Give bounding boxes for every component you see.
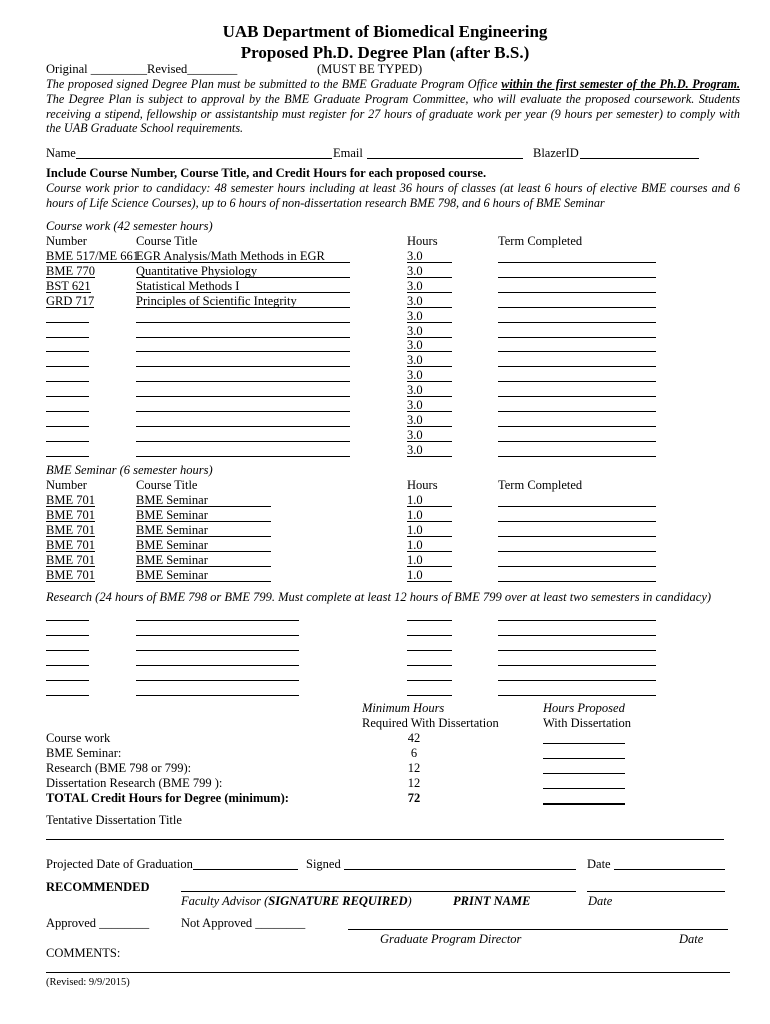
course-number-field[interactable] [46,309,89,323]
table-row [46,622,746,637]
course-hours-field[interactable]: 1.0 [407,553,452,567]
coursework-header-row [46,234,746,249]
course-title-field[interactable]: BME Seminar [136,553,271,567]
table-row [46,538,746,553]
recommended-label: RECOMMENDED [46,880,150,894]
research-number-field[interactable] [46,637,89,651]
must-be-typed-note: (MUST BE TYPED) [317,62,423,76]
summary-row [46,761,646,776]
course-number-field[interactable]: BME 770 [46,263,95,278]
email-label: Email [333,146,363,160]
comments-field[interactable] [46,972,730,973]
table-row [46,309,746,324]
term-completed-field[interactable] [498,568,656,582]
original-revised-field[interactable]: Original _________Revised________ [46,62,238,76]
table-row [46,568,746,583]
research-number-field[interactable] [46,607,89,621]
research-title-field[interactable] [136,652,299,666]
table-row [46,368,746,383]
table-row [46,264,746,279]
candidacy-requirements: Course work prior to candidacy: 48 semester hours including at least 36 hours of classes (at least 6 hours of elective BME courses and 6 hours of Life Science Courses), up to 6 hours of non-dissertation research BME 798, and 6 hours of BME Seminar [46,181,740,210]
date-field[interactable] [614,869,725,870]
course-hours-field[interactable]: 3.0 [407,368,452,382]
research-hours-field[interactable] [407,667,452,681]
col-term-completed: Term Completed [498,478,583,492]
course-number-field[interactable] [46,338,89,352]
col-number: Number [46,234,87,248]
term-completed-field[interactable] [498,368,656,382]
col-course-title: Course Title [136,234,198,248]
course-hours-field[interactable]: 3.0 [407,353,452,367]
gpd-signature-field[interactable] [348,929,728,930]
course-hours-field[interactable]: 3.0 [407,338,452,352]
document-title: UAB Department of Biomedical Engineering [222,22,548,41]
research-hours-field[interactable] [407,607,452,621]
term-completed-field[interactable] [498,249,656,263]
course-number-field[interactable]: BME 701 [46,567,95,582]
course-hours-field[interactable]: 3.0 [407,324,452,338]
course-hours-field[interactable]: 1.0 [407,508,452,522]
course-number-field[interactable]: BST 621 [46,278,91,293]
projected-date-label: Projected Date of Graduation [46,857,193,871]
term-completed-field[interactable] [498,538,656,552]
term-completed-field[interactable] [498,398,656,412]
summary-proposed-hours-field[interactable] [543,748,625,759]
not-approved-checkbox[interactable]: Not Approved ________ [181,916,306,930]
course-title-field[interactable]: BME Seminar [136,568,271,582]
course-number-field[interactable] [46,368,89,382]
summary-min-hours: 72 [407,791,421,805]
course-hours-field[interactable]: 1.0 [407,538,452,552]
table-row [46,682,746,697]
research-title-field[interactable] [136,667,299,681]
signed-label: Signed [306,857,341,871]
seminar-heading: BME Seminar (6 semester hours) [46,463,213,477]
summary-proposed-hours-field[interactable] [543,793,625,805]
table-row [46,607,746,622]
term-completed-field[interactable] [498,353,656,367]
term-completed-field[interactable] [498,279,656,293]
course-hours-field[interactable]: 3.0 [407,294,452,308]
research-hours-field[interactable] [407,652,452,666]
research-term-field[interactable] [498,622,656,636]
course-title-field[interactable] [136,338,350,352]
course-number-field[interactable]: BME 517/ME 661 [46,249,140,263]
table-row [46,383,746,398]
approved-checkbox[interactable]: Approved ________ [46,916,150,930]
advisor-date-field[interactable] [587,891,725,892]
table-row [46,553,746,568]
table-row [46,652,746,667]
course-title-field[interactable]: BME Seminar [136,493,271,507]
summary-label: BME Seminar: [46,746,122,760]
research-number-field[interactable] [46,682,89,696]
course-number-field[interactable]: BME 701 [46,493,95,507]
summary-row [46,731,646,746]
course-hours-field[interactable]: 3.0 [407,309,452,323]
course-title-field[interactable]: Statistical Methods I [136,279,350,293]
min-hours-header: Minimum Hours [362,701,445,715]
min-hours-subheader: Required With Dissertation [362,716,499,730]
term-completed-field[interactable] [498,443,656,457]
intro-paragraph: The proposed signed Degree Plan must be submitted to the BME Graduate Program Office within the first semester of the Ph.D. Program. The Degree Plan is subject to approval by the BME Graduate Program Committee, who will evaluate the proposed coursework. Students receiving a stipend, fellowship or assistantship must register for 27 hours of graduate work per year (9 hours per semester) to comply with the UAB Graduate School requirements. [46,77,740,136]
course-number-field[interactable]: BME 701 [46,507,95,522]
course-hours-field[interactable]: 3.0 [407,279,452,293]
course-title-field[interactable] [136,413,350,427]
term-completed-field[interactable] [498,553,656,567]
email-field[interactable] [367,158,523,159]
faculty-advisor-caption: Faculty Advisor (SIGNATURE REQUIRED) [181,894,412,908]
summary-row [46,746,646,761]
course-number-field[interactable]: GRD 717 [46,293,95,308]
research-hours-field[interactable] [407,682,452,696]
course-number-field[interactable]: BME 701 [46,552,95,567]
projected-date-field[interactable] [193,869,298,870]
course-title-field[interactable] [136,443,350,457]
summary-label: Course work [46,731,111,745]
course-hours-field[interactable]: 3.0 [407,398,452,412]
name-label: Name [46,146,76,160]
course-title-field[interactable] [136,353,350,367]
coursework-heading: Course work (42 semester hours) [46,219,213,233]
col-hours: Hours [407,478,438,492]
term-completed-field[interactable] [498,508,656,522]
research-number-field[interactable] [46,667,89,681]
table-row [46,667,746,682]
seminar-header-row [46,478,746,493]
table-row [46,413,746,428]
course-number-field[interactable] [46,398,89,412]
summary-row [46,776,646,791]
research-number-field[interactable] [46,622,89,636]
research-term-field[interactable] [498,607,656,621]
course-title-field[interactable] [136,398,350,412]
table-row [46,338,746,353]
table-row [46,279,746,294]
blazerid-label: BlazerID [533,146,579,160]
signed-field[interactable] [344,869,576,870]
course-hours-field[interactable]: 3.0 [407,413,452,427]
course-title-field[interactable]: Principles of Scientific Integrity [136,294,350,308]
research-hours-field[interactable] [407,622,452,636]
research-hours-field[interactable] [407,637,452,651]
research-term-field[interactable] [498,637,656,651]
term-completed-field[interactable] [498,493,656,507]
research-term-field[interactable] [498,682,656,696]
course-title-field[interactable]: BME Seminar [136,538,271,552]
research-number-field[interactable] [46,652,89,666]
course-hours-field[interactable]: 1.0 [407,568,452,582]
research-term-field[interactable] [498,652,656,666]
course-hours-field[interactable]: 3.0 [407,249,452,263]
instructions-heading: Include Course Number, Course Title, and Credit Hours for each proposed course. [46,166,487,180]
summary-row [46,791,646,806]
course-hours-field[interactable]: 1.0 [407,523,452,537]
course-title-field[interactable]: BME Seminar [136,523,271,537]
col-number: Number [46,478,87,492]
summary-min-hours: 12 [407,776,421,790]
table-row [46,637,746,652]
term-completed-field[interactable] [498,309,656,323]
table-row [46,443,746,458]
summary-min-hours: 12 [407,761,421,775]
table-row [46,428,746,443]
comments-label: COMMENTS: [46,946,121,960]
course-title-field[interactable]: EGR Analysis/Math Methods in EGR [136,249,350,263]
course-hours-field[interactable]: 3.0 [407,264,452,278]
table-row [46,523,746,538]
course-number-field[interactable] [46,443,89,457]
summary-label: TOTAL Credit Hours for Degree (minimum): [46,791,289,805]
course-number-field[interactable]: BME 701 [46,537,95,552]
table-row [46,324,746,339]
course-title-field[interactable] [136,428,350,442]
term-completed-field[interactable] [498,523,656,537]
summary-label: Dissertation Research (BME 799 ): [46,776,223,790]
gpd-date-caption: Date [679,932,704,946]
summary-label: Research (BME 798 or 799): [46,761,192,775]
research-title-field[interactable] [136,622,299,636]
course-number-field[interactable] [46,428,89,442]
col-hours: Hours [407,234,438,248]
revision-date: (Revised: 9/9/2015) [46,977,130,988]
table-row [46,353,746,368]
research-heading: Research (24 hours of BME 798 or BME 799. Must complete at least 12 hours of BME 799 over at least two semesters in candidacy) [46,590,712,604]
advisor-date-caption: Date [588,894,613,908]
term-completed-field[interactable] [498,338,656,352]
course-number-field[interactable] [46,353,89,367]
col-course-title: Course Title [136,478,198,492]
tentative-title-label: Tentative Dissertation Title [46,813,182,827]
print-name-caption: PRINT NAME [453,894,531,908]
table-row [46,493,746,508]
gpd-caption: Graduate Program Director [380,932,522,946]
course-number-field[interactable] [46,324,89,338]
col-term-completed: Term Completed [498,234,583,248]
summary-proposed-hours-field[interactable] [543,778,625,789]
course-number-field[interactable] [46,413,89,427]
summary-min-hours: 42 [407,731,421,745]
course-title-field[interactable] [136,309,350,323]
blazerid-field[interactable] [580,158,699,159]
name-field[interactable] [76,158,332,159]
proposed-hours-subheader: With Dissertation [543,716,632,730]
course-title-field[interactable]: Quantitative Physiology [136,264,350,278]
summary-proposed-hours-field[interactable] [543,733,625,744]
term-completed-field[interactable] [498,294,656,308]
course-hours-field[interactable]: 3.0 [407,428,452,442]
faculty-advisor-signature-field[interactable] [181,891,576,892]
term-completed-field[interactable] [498,413,656,427]
course-number-field[interactable]: BME 701 [46,522,95,537]
dissertation-title-field[interactable] [46,839,724,840]
research-term-field[interactable] [498,667,656,681]
course-hours-field[interactable]: 3.0 [407,383,452,397]
research-title-field[interactable] [136,682,299,696]
course-number-field[interactable] [46,383,89,397]
research-title-field[interactable] [136,607,299,621]
summary-proposed-hours-field[interactable] [543,763,625,774]
research-title-field[interactable] [136,637,299,651]
course-title-field[interactable]: BME Seminar [136,508,271,522]
term-completed-field[interactable] [498,264,656,278]
course-hours-field[interactable]: 1.0 [407,493,452,507]
summary-min-hours: 6 [410,746,418,760]
table-row [46,249,746,264]
course-hours-field[interactable]: 3.0 [407,443,452,457]
course-title-field[interactable] [136,324,350,338]
date-label: Date [587,857,611,871]
table-row [46,398,746,413]
term-completed-field[interactable] [498,428,656,442]
table-row [46,294,746,309]
deadline-emphasis: within the first semester of the Ph.D. Program. [501,77,740,91]
course-title-field[interactable] [136,383,350,397]
course-title-field[interactable] [136,368,350,382]
document-subtitle: Proposed Ph.D. Degree Plan (after B.S.) [240,43,530,62]
term-completed-field[interactable] [498,324,656,338]
term-completed-field[interactable] [498,383,656,397]
proposed-hours-header: Hours Proposed [543,701,625,715]
table-row [46,508,746,523]
